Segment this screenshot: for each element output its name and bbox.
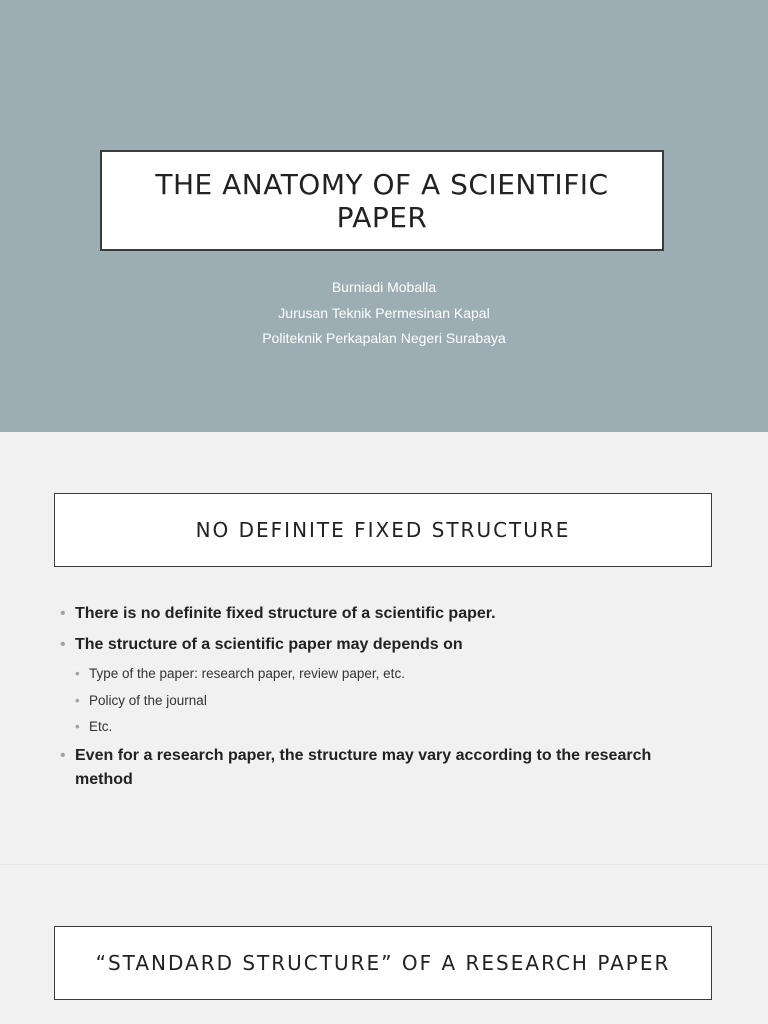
sub-bullet-list [60, 664, 680, 737]
bullet-item: • There is no definite fixed structure of a scientific paper. [60, 602, 680, 626]
heading-box [54, 926, 712, 1000]
author-name: Burniadi Moballa [331, 279, 437, 295]
slide-heading: NO DEFINITE FIXED STRUCTURE [195, 518, 571, 542]
title-box [100, 150, 664, 251]
sub-bullet-item: • Type of the paper: research paper, review paper, etc. [60, 664, 680, 684]
structure-slide [0, 432, 768, 864]
standard-structure-slide [0, 865, 768, 1024]
bullet-item: • Even for a research paper, the structure may vary according to the research method [60, 744, 680, 792]
slide-title: THE ANATOMY OF A SCIENTIFIC PAPER [155, 167, 609, 234]
subtitle-block [0, 275, 768, 352]
title-slide [0, 0, 768, 432]
bullet-list [60, 602, 680, 799]
institution-name: Politeknik Perkapalan Negeri Surabaya [262, 330, 506, 346]
bullet-item: • The structure of a scientific paper may depends on [60, 633, 680, 657]
sub-bullet-item: • Policy of the journal [60, 691, 680, 711]
department-name: Jurusan Teknik Permesinan Kapal [278, 304, 490, 321]
slide-heading: “STANDARD STRUCTURE” OF A RESEARCH PAPER [95, 951, 671, 975]
sub-bullet-container [60, 664, 680, 737]
heading-box [54, 493, 712, 567]
sub-bullet-item: • Etc. [60, 717, 680, 737]
